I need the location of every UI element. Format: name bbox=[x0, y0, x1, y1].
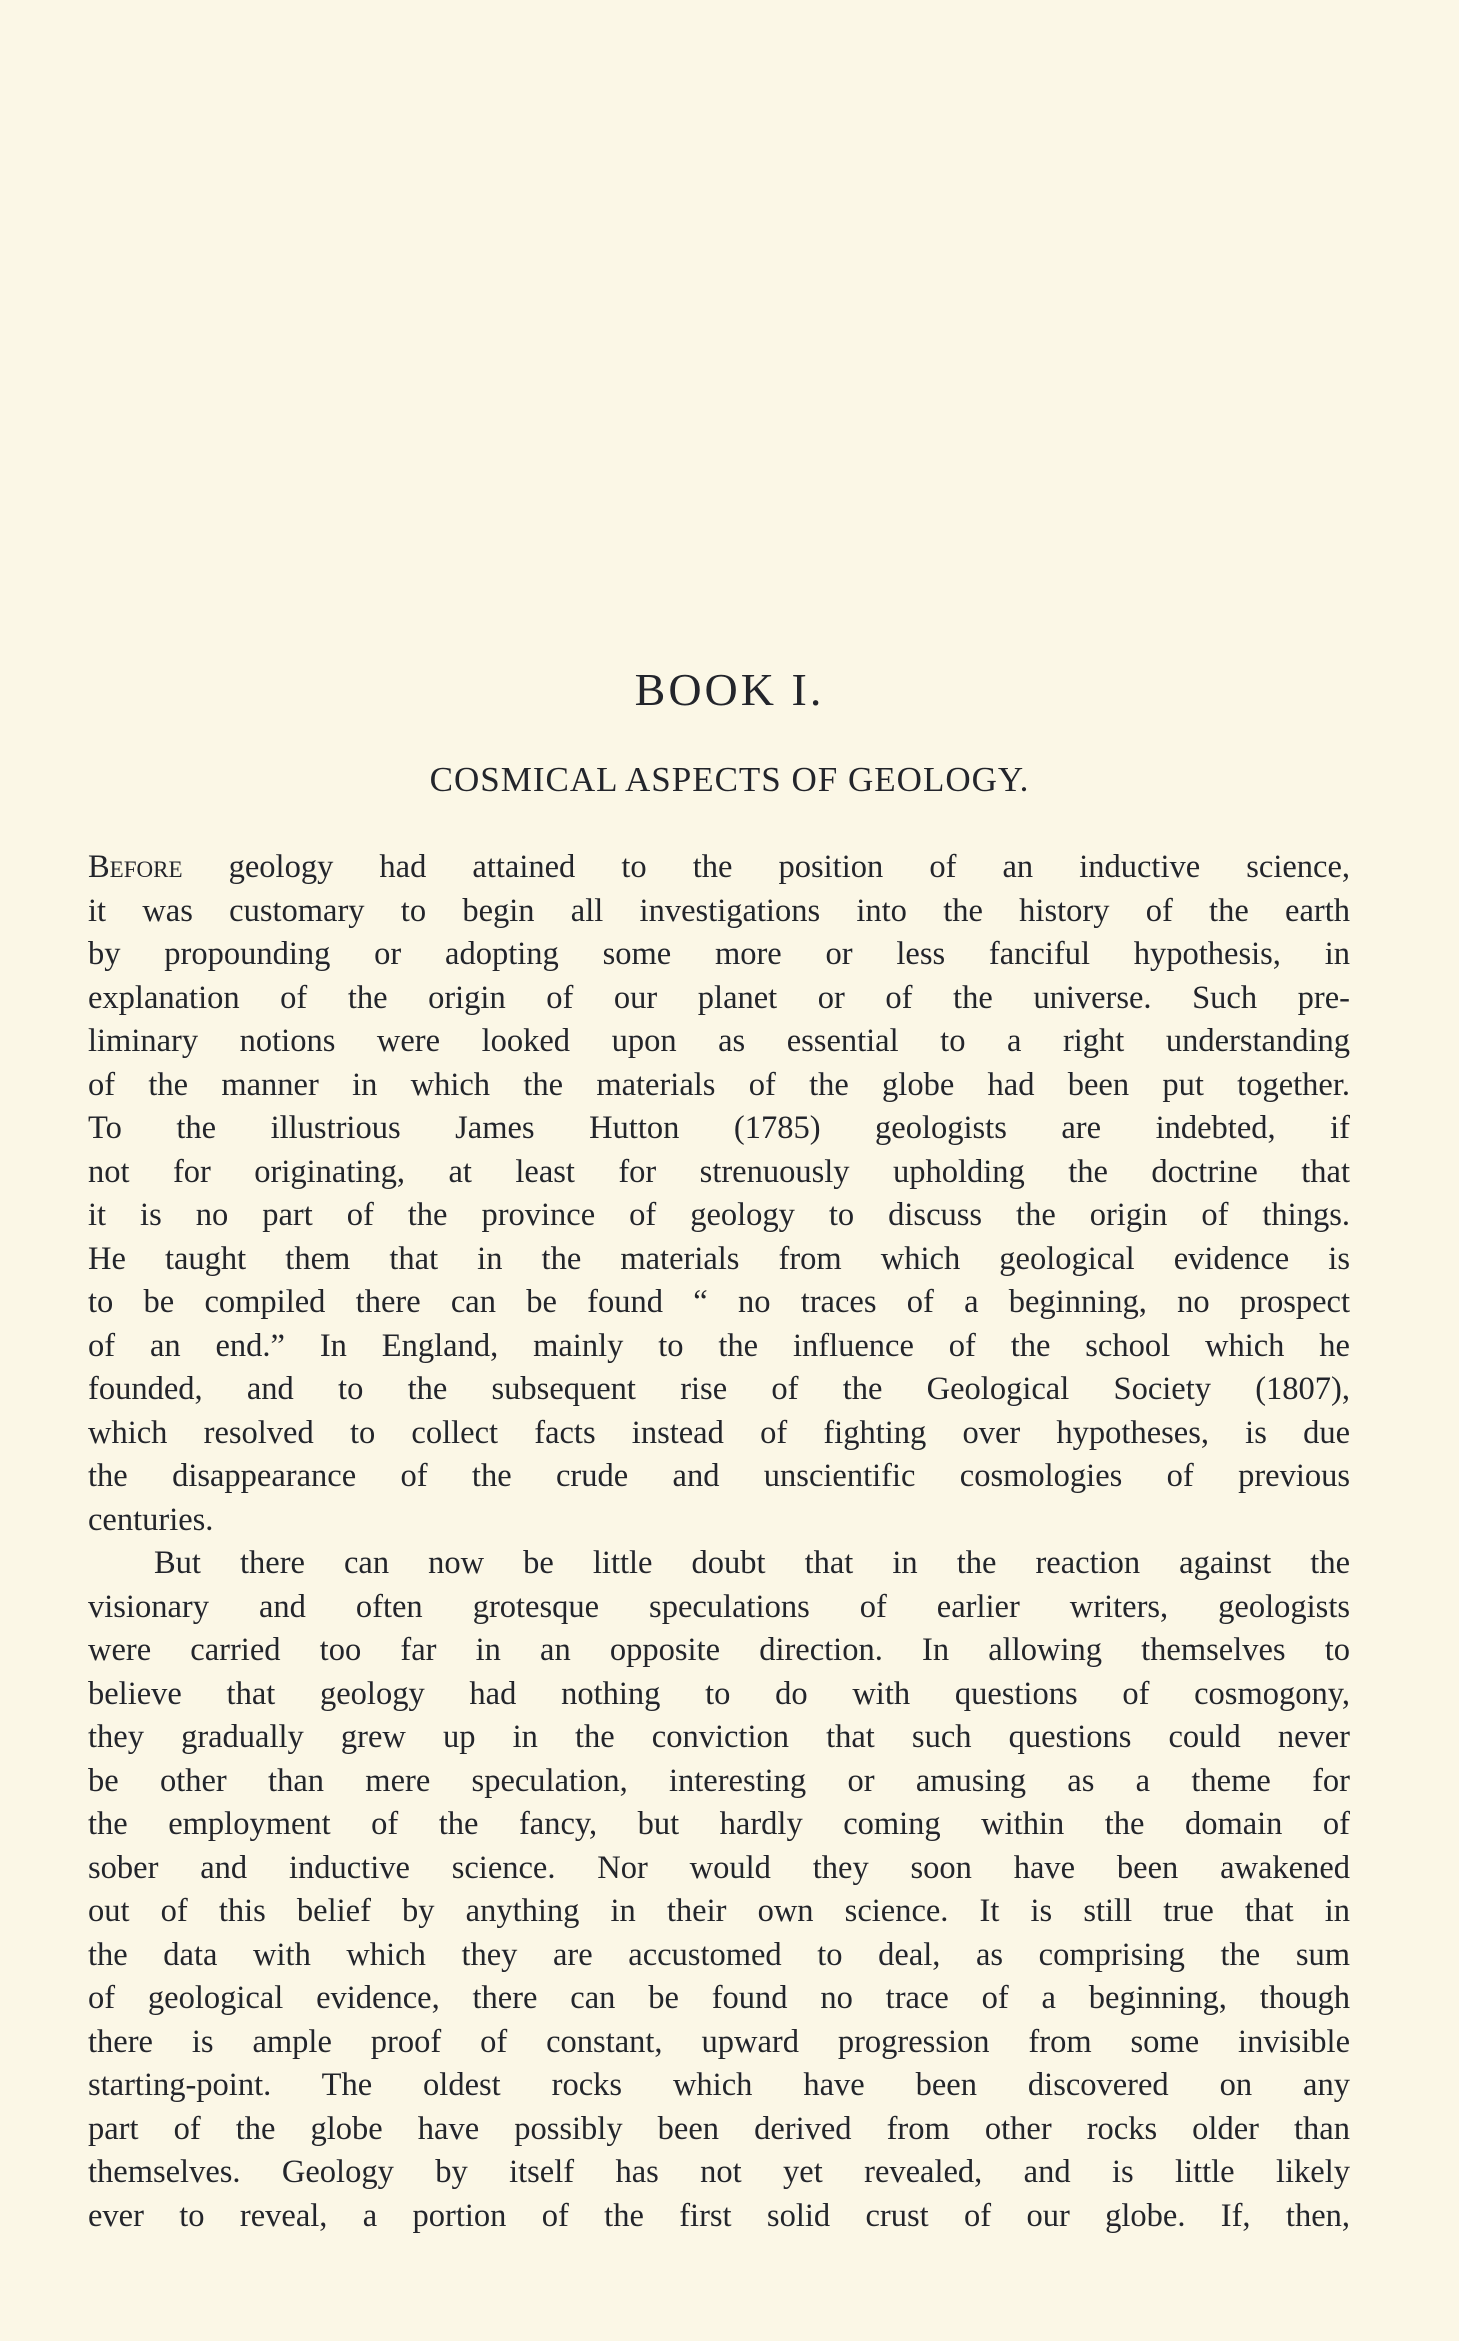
text-line: the data with which they are accustomed to deal, as comprising the sum bbox=[88, 1936, 1350, 1973]
text-line: explanation of the origin of our planet or of the universe. Such pre- bbox=[88, 979, 1350, 1016]
text-line: To the illustrious James Hutton (1785) geologists are indebted, if bbox=[88, 1110, 1350, 1146]
text-line: of an end.” In England, mainly to the influence of the school which he bbox=[88, 1327, 1350, 1364]
text-line: it was customary to begin all investigations into the history of the earth bbox=[88, 892, 1350, 929]
book-title: BOOK I. bbox=[634, 664, 825, 715]
text-line: ever to reveal, a portion of the first solid crust of our globe. If, then, bbox=[88, 2197, 1350, 2234]
text-line: they gradually grew up in the conviction that such questions could never bbox=[88, 1719, 1350, 1755]
text-line: But there can now be little doubt that in the reaction against the bbox=[154, 1545, 1350, 1581]
text-line: were carried too far in an opposite direction. In allowing themselves to bbox=[88, 1632, 1350, 1668]
text-line: to be compiled there can be found “ no traces of a beginning, no prospect bbox=[88, 1284, 1350, 1320]
text-line: part of the globe have possibly been derived from other rocks older than bbox=[88, 2110, 1350, 2147]
body-text bbox=[88, 846, 1350, 2238]
text-line: He taught them that in the materials from which geological evidence is bbox=[88, 1240, 1350, 1277]
text-line: the disappearance of the crude and unscientific cosmologies of previous bbox=[88, 1458, 1350, 1494]
text-line: founded, and to the subsequent rise of the Geological Society (1807), bbox=[88, 1371, 1350, 1407]
text-line: of the manner in which the materials of the globe had been put together. bbox=[88, 1066, 1350, 1103]
text-line: be other than mere speculation, interesting or amusing as a theme for bbox=[88, 1762, 1350, 1799]
text-line-rest: geology had attained to the position of an inductive science, bbox=[182, 849, 1350, 885]
text-line: themselves. Geology by itself has not yet revealed, and is little likely bbox=[88, 2154, 1350, 2190]
text-line: out of this belief by anything in their own science. It is still true that in bbox=[88, 1893, 1350, 1929]
text-line: visionary and often grotesque speculations of earlier writers, geologists bbox=[88, 1588, 1350, 1625]
text-line: there is ample proof of constant, upward progression from some invisible bbox=[88, 2023, 1350, 2060]
text-line: by propounding or adopting some more or less fanciful hypothesis, in bbox=[88, 936, 1350, 972]
text-line: it is no part of the province of geology to discuss the origin of things. bbox=[88, 1197, 1350, 1233]
text-line: starting-point. The oldest rocks which have been discovered on any bbox=[88, 2067, 1350, 2103]
text-line: believe that geology had nothing to do with questions of cosmogony, bbox=[88, 1675, 1350, 1712]
text-line: which resolved to collect facts instead of fighting over hypotheses, is due bbox=[88, 1414, 1350, 1451]
text-line: of geological evidence, there can be found no trace of a beginning, though bbox=[88, 1980, 1350, 2016]
text-line: the employment of the fancy, but hardly coming within the domain of bbox=[88, 1806, 1350, 1842]
drop-word: Before bbox=[88, 849, 183, 885]
text-line bbox=[88, 846, 1350, 890]
text-line: liminary notions were looked upon as essential to a right understanding bbox=[88, 1023, 1350, 1059]
book-subtitle: COSMICAL ASPECTS OF GEOLOGY. bbox=[429, 760, 1030, 799]
text-line: not for originating, at least for strenuously upholding the doctrine that bbox=[88, 1153, 1350, 1190]
text-line: centuries. bbox=[88, 1501, 214, 1538]
text-line: sober and inductive science. Nor would they soon have been awakened bbox=[88, 1849, 1350, 1886]
